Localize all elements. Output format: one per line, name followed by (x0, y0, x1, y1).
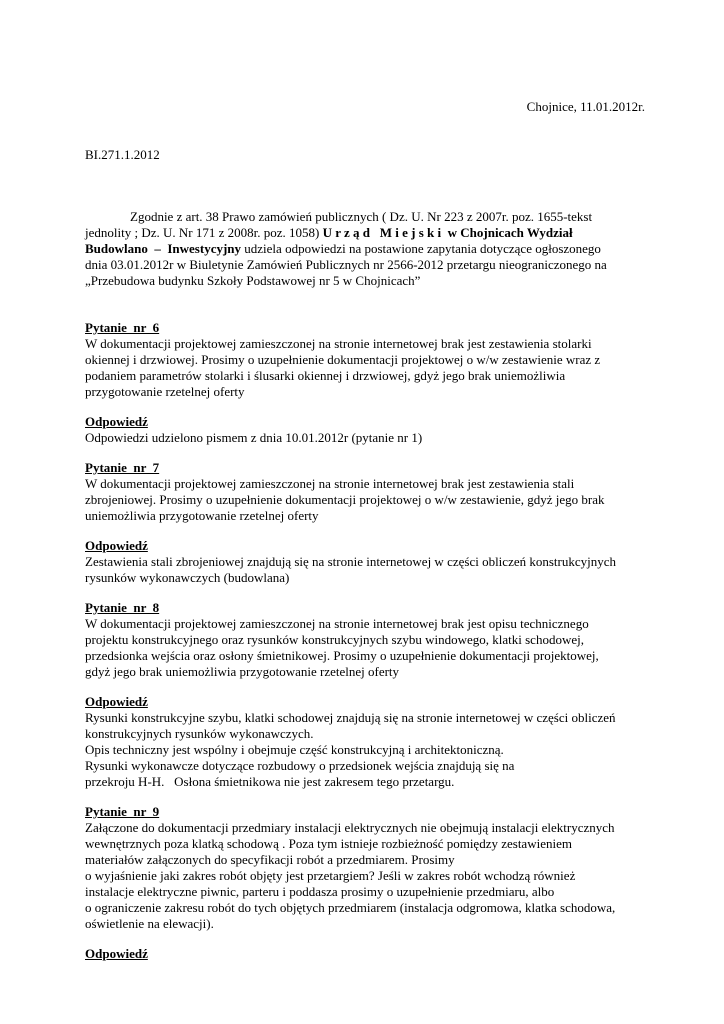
answer-9-heading: Odpowiedź (85, 946, 148, 961)
answer-8-block (85, 694, 677, 790)
answer-6-block (85, 414, 677, 446)
document-content (85, 99, 677, 962)
date-line: Chojnice, 11.01.2012r. (526, 99, 645, 114)
section-question-7 (85, 460, 677, 586)
question-6-text: W dokumentacji projektowej zamieszczonej na stronie internetowej brak jest zestawienia stolarki okiennej i drzwiowej. Prosimy o uzupełnienie dokumentacji projektowej o w/w zestawienie wraz z podaniem parametrów stolarki i ślusarki okiennej i drzwiowej, gdyż jego brak uniemożliwia przygotowanie rzetelnej oferty (85, 336, 601, 399)
answer-7-heading: Odpowiedź (85, 538, 148, 553)
reference-number: BI.271.1.2012 (85, 147, 160, 162)
question-8-heading: Pytanie nr 8 (85, 600, 160, 615)
question-9-heading: Pytanie nr 9 (85, 804, 160, 819)
section-question-9 (85, 804, 677, 962)
intro-text-lead: Zgodnie z art. 38 Prawo zamówień publicznych ( Dz. U. Nr 223 z 2007r. poz. 1655-tekst jednolity ; Dz. U. Nr 171 z 2008r. poz. 1058) (85, 209, 593, 240)
question-7-heading: Pytanie nr 7 (85, 460, 160, 475)
question-8-text: W dokumentacji projektowej zamieszczonej na stronie internetowej brak jest opisu technicznego projektu konstrukcyjnego oraz rysunków konstrukcyjnych szybu windowego, klatki schodowej, przedsionka wejścia oraz osłony śmietnikowej. Prosimy o uzupełnienie dokumentacji projektowej, gdyż jego brak uniemożliwia przygotowanie rzetelnej oferty (85, 616, 599, 679)
question-7-text: W dokumentacji projektowej zamieszczonej na stronie internetowej brak jest zestawienia stali zbrojeniowej. Prosimy o uzupełnienie dokumentacji projektowej o w/w zestawienie, gdyż jego brak uniemożliwia przygotowanie rzetelnej oferty (85, 476, 605, 523)
question-9-text: Załączone do dokumentacji przedmiary instalacji elektrycznych nie obejmują instalacji elektrycznych wewnętrznych poza klatką schodową . Poza tym istnieje rozbieżność pomiędzy zestawieniem materiałów załączonych do specyfikacji robót a przedmiarem. Prosimy o wyjaśnienie jaki zakres robót objęty jest przetargiem? Jeśli w zakres robót wchodzą również instalacje elektryczne piwnic, parteru i poddasza prosimy o uzupełnienie przedmiaru, albo o ograniczenie zakresu robót do tych objętych przedmiarem (instalacja odgromowa, klatka schodowa, oświetlenie na elewacji). (85, 820, 616, 931)
question-6-heading: Pytanie nr 6 (85, 320, 160, 335)
answer-8-text: Rysunki konstrukcyjne szybu, klatki schodowej znajdują się na stronie internetowej w części obliczeń konstrukcyjnych rysunków wykonawczych. Opis techniczny jest wspólny i obejmuje część konstrukcyjną i architektoniczną. Rysunki wykonawcze dotyczące rozbudowy o przedsionek wejścia znajdują się na przekroju H-H. Osłona śmietnikowa nie jest zakresem tego przetargu. (85, 710, 616, 789)
intro-paragraph (85, 209, 677, 289)
answer-7-text: Zestawienia stali zbrojeniowej znajdują się na stronie internetowej w części obliczeń konstrukcyjnych rysunków wykonawczych (budowlana) (85, 554, 617, 585)
answer-8-heading: Odpowiedź (85, 694, 148, 709)
section-question-8 (85, 600, 677, 790)
answer-6-text: Odpowiedzi udzielono pismem z dnia 10.01.2012r (pytanie nr 1) (85, 430, 423, 445)
section-question-6 (85, 320, 677, 446)
intro-text-trail: udziela odpowiedzi na postawione zapytania dotyczące ogłoszonego dnia 03.01.2012r w Biuletynie Zamówień Publicznych nr 2566-2012 przetargu nieograniczonego na „Przebudowa budynku Szkoły Podstawowej nr 5 w Chojnicach” (85, 241, 607, 288)
intro-text-authority: U r z ą d M i e j s k i w Chojnicach Wydział Budowlano – Inwestycyjny (85, 225, 573, 256)
answer-6-heading: Odpowiedź (85, 414, 148, 429)
answer-7-block (85, 538, 677, 586)
answer-9-block (85, 946, 677, 962)
